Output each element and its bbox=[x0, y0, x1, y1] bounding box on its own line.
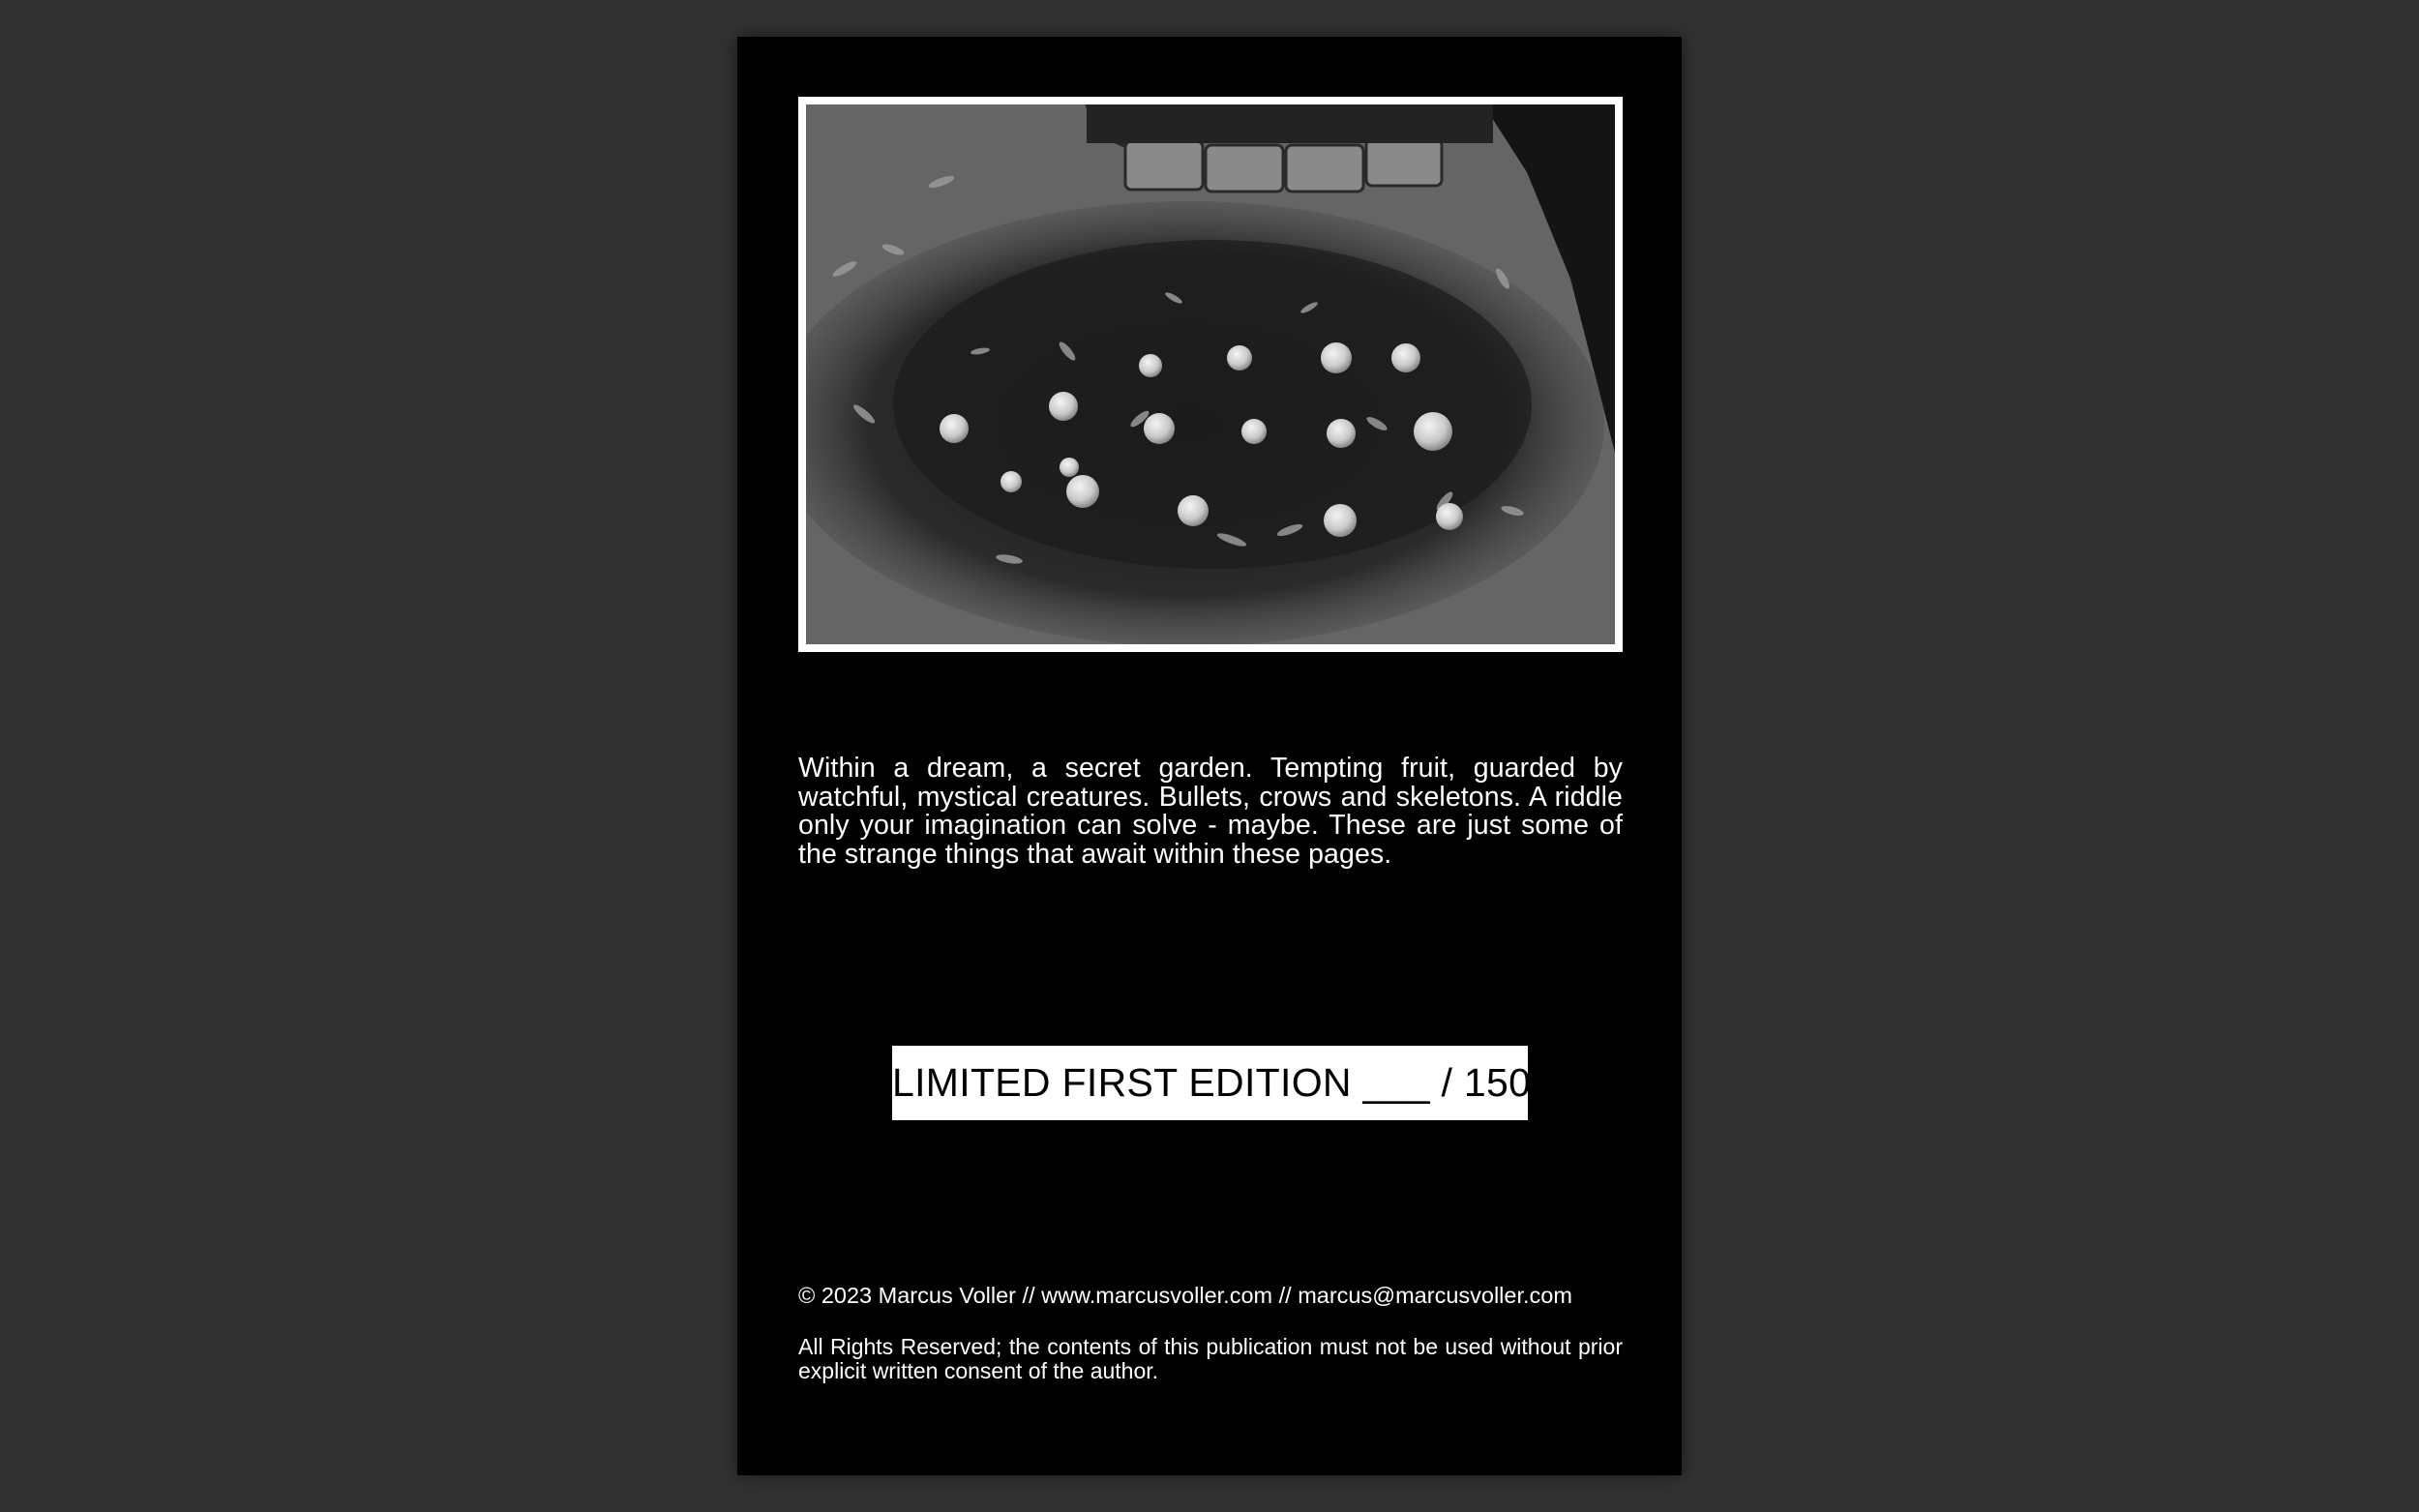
edition-label: LIMITED FIRST EDITION ___ / 150 bbox=[892, 1046, 1528, 1120]
rights-notice: All Rights Reserved; the contents of this publication must not be used without prior explicit written consent of the author. bbox=[798, 1334, 1623, 1383]
photo-frame bbox=[798, 97, 1623, 652]
copyright-line: © 2023 Marcus Voller // www.marcusvoller.com // marcus@marcusvoller.com bbox=[798, 1283, 1572, 1308]
book-description: Within a dream, a secret garden. Tempting fruit, guarded by watchful, mystical creatures. Bullets, crows and skeletons. A riddle only your imagination can solve - maybe. These are just some of the strange things that await within these pages. bbox=[798, 753, 1623, 870]
document-page bbox=[737, 37, 1682, 1475]
garden-photo bbox=[806, 104, 1615, 644]
